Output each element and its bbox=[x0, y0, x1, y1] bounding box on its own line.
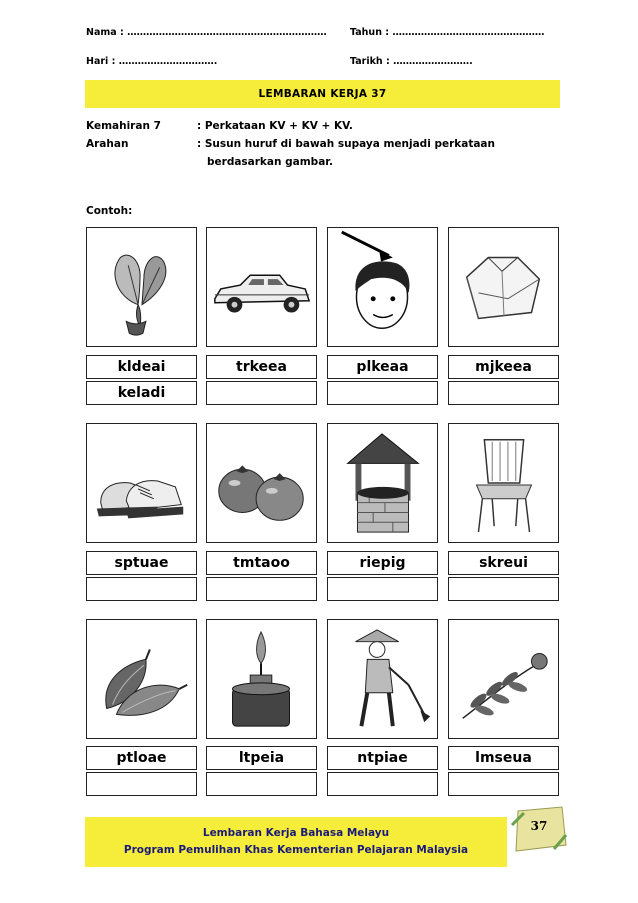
scrambled-word: kldeai bbox=[86, 355, 197, 379]
worksheet-title: LEMBARAN KERJA 37 bbox=[85, 80, 560, 108]
tahun-field: Tahun : ………………………………………… bbox=[350, 27, 545, 38]
well-icon bbox=[327, 423, 438, 543]
arahan-label: Arahan bbox=[86, 138, 129, 150]
car-icon bbox=[206, 227, 317, 347]
candle-icon bbox=[206, 619, 317, 739]
arahan-text-1: : Susun huruf di bawah supaya menjadi perkataan bbox=[197, 138, 495, 150]
scrambled-word: skreui bbox=[448, 551, 559, 575]
answer-box[interactable] bbox=[327, 577, 438, 601]
scrambled-word: mjkeea bbox=[448, 355, 559, 379]
contoh-label: Contoh: bbox=[86, 205, 133, 217]
taro-leaf-icon bbox=[86, 227, 197, 347]
herb-branch-icon bbox=[448, 619, 559, 739]
hari-field: Hari : …………………………. bbox=[86, 56, 218, 67]
answer-box[interactable] bbox=[448, 772, 559, 796]
page-number-badge bbox=[510, 805, 568, 853]
shoes-icon bbox=[86, 423, 197, 543]
answer-box[interactable] bbox=[206, 381, 317, 405]
page-number: 37 bbox=[530, 819, 548, 833]
scrambled-word: lmseua bbox=[448, 746, 559, 770]
scrambled-word: ltpeia bbox=[206, 746, 317, 770]
chair-icon bbox=[448, 423, 559, 543]
farmer-icon bbox=[327, 619, 438, 739]
tomato-icon bbox=[206, 423, 317, 543]
answer-box[interactable] bbox=[86, 577, 197, 601]
answer-box[interactable] bbox=[86, 772, 197, 796]
answer-box[interactable] bbox=[448, 577, 559, 601]
answer-box[interactable]: keladi bbox=[86, 381, 197, 405]
kemahiran-text: : Perkataan KV + KV + KV. bbox=[197, 120, 353, 132]
scrambled-word: plkeaa bbox=[327, 355, 438, 379]
tarikh-field: Tarikh : ……………………. bbox=[350, 56, 473, 67]
boy-head-icon bbox=[327, 227, 438, 347]
kemahiran-label: Kemahiran 7 bbox=[86, 120, 161, 132]
answer-box[interactable] bbox=[206, 772, 317, 796]
scrambled-word: tmtaoo bbox=[206, 551, 317, 575]
scrambled-word: trkeea bbox=[206, 355, 317, 379]
footer-line-2: Program Pemulihan Khas Kementerian Pelajaran Malaysia bbox=[123, 844, 469, 856]
papaya-icon bbox=[86, 619, 197, 739]
answer-box[interactable] bbox=[327, 381, 438, 405]
scrambled-word: riepig bbox=[327, 551, 438, 575]
answer-box[interactable] bbox=[448, 381, 559, 405]
answer-box[interactable] bbox=[206, 577, 317, 601]
arahan-text-2: berdasarkan gambar. bbox=[207, 156, 333, 168]
shirt-icon bbox=[448, 227, 559, 347]
footer-line-1: Lembaran Kerja Bahasa Melayu bbox=[202, 827, 390, 839]
footer-banner bbox=[85, 817, 507, 867]
scrambled-word: ptloae bbox=[86, 746, 197, 770]
answer-box[interactable] bbox=[327, 772, 438, 796]
scrambled-word: ntpiae bbox=[327, 746, 438, 770]
nama-field: Nama : ……………………………………………………… bbox=[86, 27, 327, 38]
scrambled-word: sptuae bbox=[86, 551, 197, 575]
